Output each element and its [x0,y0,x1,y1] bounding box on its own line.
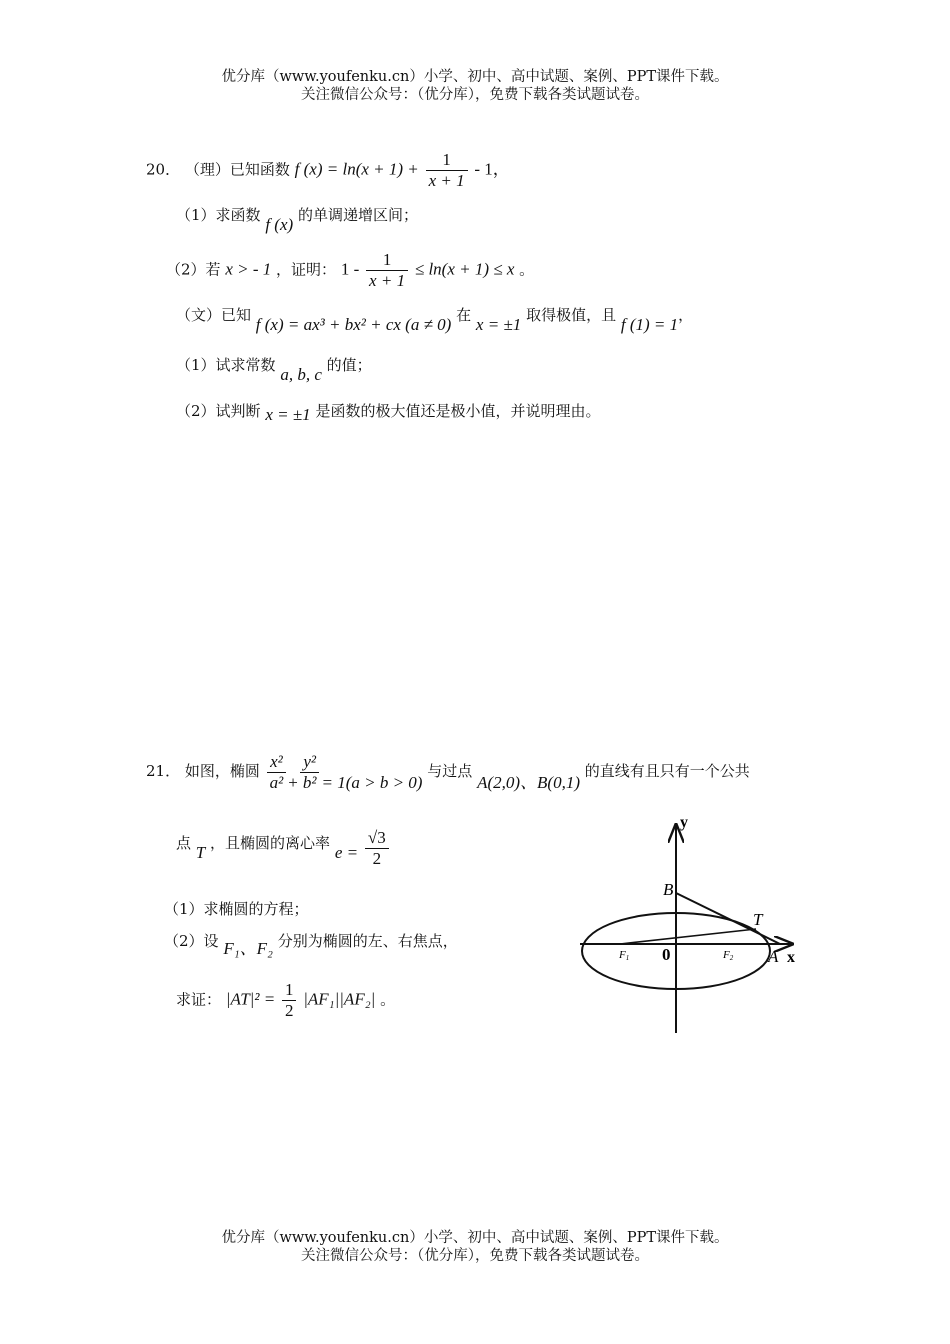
label-B: B [663,880,674,899]
q21-proof: 求证： |AT|² = $\frac{1}{2}$ |AF₁||AF₂| 。 [176,980,396,1020]
q20-wen-part1: （1）试求常数 a, b, c 的值； [176,356,372,384]
q21-points: A(2,0)、B(0,1) [477,773,580,792]
q20-part2-inequality: ≤ ln(x + 1) ≤ x [414,259,515,279]
q20-number: 20． [146,160,181,179]
q21-line2: 点 T ，且椭圆的离心率 e = $\frac{√3}{2}$ [176,832,391,869]
q20-part1: （1）求函数 f (x) 的单调递增区间； [176,206,418,234]
q20-stem [146,150,510,191]
header-line-1: 优分库（www.youfenku.cn）小学、初中、高中试题、案例、PPT课件下载。 [221,69,729,85]
q21-eccentricity-fraction: $\frac{√3}{2}$ [365,828,389,869]
label-F2: F2 [723,949,734,962]
header-line-2: 关注微信公众号：（优分库），免费下载各类试题试卷。 [301,87,649,103]
q20-wen: （文）已知 f (x) = ax³ + bx² + cx (a ≠ 0) 在 x = ±1 取得极值，且 f (1) = 1， [176,306,694,334]
q21-proof-fraction: $\frac{1}{2}$ [282,980,297,1021]
q20-wen-part2: （2）试判断 x = ±1 是函数的极大值还是极小值，并说明理由。 [176,402,601,424]
label-A: A [768,947,779,966]
label-origin: 0 [662,945,671,964]
footer-line-1: 优分库（www.youfenku.cn）小学、初中、高中试题、案例、PPT课件下载。 [221,1230,729,1246]
q20-part2-fraction: $\frac{1}{x + 1}$ [366,250,408,291]
q21-part1: （1）求椭圆的方程； [164,900,309,918]
q20-part1-fx: f (x) [265,215,294,234]
q20-li-tag: （理）已知函数 [184,160,290,179]
q21-number: 21． [146,762,181,780]
q20-part2: （2）若 x > - 1 ，证明： 1 - $\frac{1}{x + 1}$ ≤ ln(x + 1) ≤ x 。 [166,250,535,290]
label-y: y [680,814,688,831]
q20-fraction: $\frac{1}{x + 1}$ [426,150,468,191]
q21-part2: （2）设 F₁、F₂ 分别为椭圆的左、右焦点， [164,932,458,958]
q21-frac-x: $\frac{\text{x²}}{\text{a²}}$ [267,752,287,793]
line-F1T [620,929,756,944]
q20-wen-function: f (x) = ax³ + bx² + cx (a ≠ 0) [255,315,452,334]
label-T: T [753,910,763,929]
q20-part2-condition: x > - 1 [225,259,272,279]
footer-line-2: 关注微信公众号：（优分库），免费下载各类试题试卷。 [301,1248,649,1264]
label-F1: F1 [619,949,630,962]
q21-stem: 21． 如图，椭圆 $\frac{\text{x²}}{\text{a²}}$ + $\frac{\text{y²}}{\text{b²}}$ = 1(a > b > 0) 与过点 A(2,0)、B(0,1) 的直线有且只有一个公共 [146,752,750,792]
q20-function-lhs: f (x) = ln(x + 1) + [294,159,419,179]
q20-function-tail: - 1， [474,159,510,179]
q21-frac-y: $\frac{\text{y²}}{\text{b²}}$ [300,752,320,793]
ellipse-figure [570,805,810,1040]
label-x: x [787,949,795,966]
